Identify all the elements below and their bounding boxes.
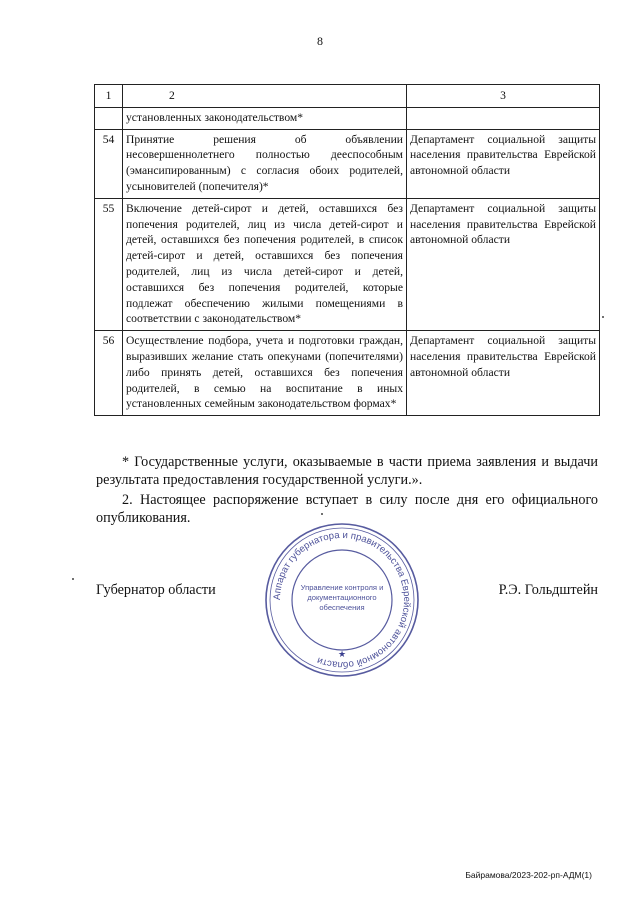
table-row-continuation [95,107,600,129]
signer-title: Губернатор области [96,582,216,598]
department-name: Департамент социальной защиты населения правительства Еврейской автономной области [407,129,600,198]
row-number: 56 [95,331,123,416]
header-col-3: 3 [407,85,600,108]
department-name: Департамент социальной защиты населения правительства Еврейской автономной области [407,331,600,416]
seal-star-icon: ★ [337,649,347,659]
document-footer-code: Байрамова/2023-202-рп-АДМ(1) [465,870,592,880]
continuation-text: установленных законодательством* [123,107,407,129]
page-number: 8 [317,34,323,48]
services-table [94,84,600,416]
table-cell-empty [95,107,123,129]
row-number: 55 [95,198,123,330]
service-name: Осуществление подбора, учета и подготовки граждан, выразивших желание стать опекунами (попечителями) либо принять детей, оставшихся без попечения родителей, в семью на воспитание в иных установленных семейным законодательством формах* [123,331,407,416]
table-row [95,198,600,330]
table-row [95,331,600,416]
seal-inner-line-3: обеспечения [319,603,365,612]
service-name: Включение детей-сирот и детей, оставшихся без попечения родителей, лиц из числа детей-сирот и детей, оставшихся без попечения родителей, в список детей-сирот и детей, оставшихся без попечения родителей, лиц из числа детей-сирот и детей, оставшихся без попечения родителей, которые подлежат обеспечению жилыми помещениями в соответствии с законодательством* [123,198,407,330]
service-name: Принятие решения об объявлении несовершеннолетнего полностью дееспособным (эмансипированным) с согласия обоих родителей, усыновителей (попечителя)* [123,129,407,198]
scan-speck [602,316,604,318]
table-row [95,129,600,198]
paragraph-2: 2. Настоящее распоряжение вступает в силу после дня его официального опубликования. [96,492,598,526]
signer-name: Р.Э. Гольдштейн [498,582,598,598]
seal-outer-text: Аппарат губернатора и правительства Еврейской автономной области [271,529,413,671]
table-header-row [95,85,600,108]
table-cell-empty [407,107,600,129]
header-col-2: 2 [123,85,407,108]
department-name: Департамент социальной защиты населения правительства Еврейской автономной области [407,198,600,330]
row-number: 54 [95,129,123,198]
header-col-1: 1 [95,85,123,108]
seal-inner-line-2: документационного [307,593,377,602]
official-seal-stamp [262,520,422,680]
seal-inner-line-1: Управление контроля и [300,583,384,592]
scan-speck [72,578,74,580]
scan-speck [321,513,323,515]
footnote: * Государственные услуги, оказываемые в части приема заявления и выдачи результата предоставления государственной услуги.». [96,454,598,488]
